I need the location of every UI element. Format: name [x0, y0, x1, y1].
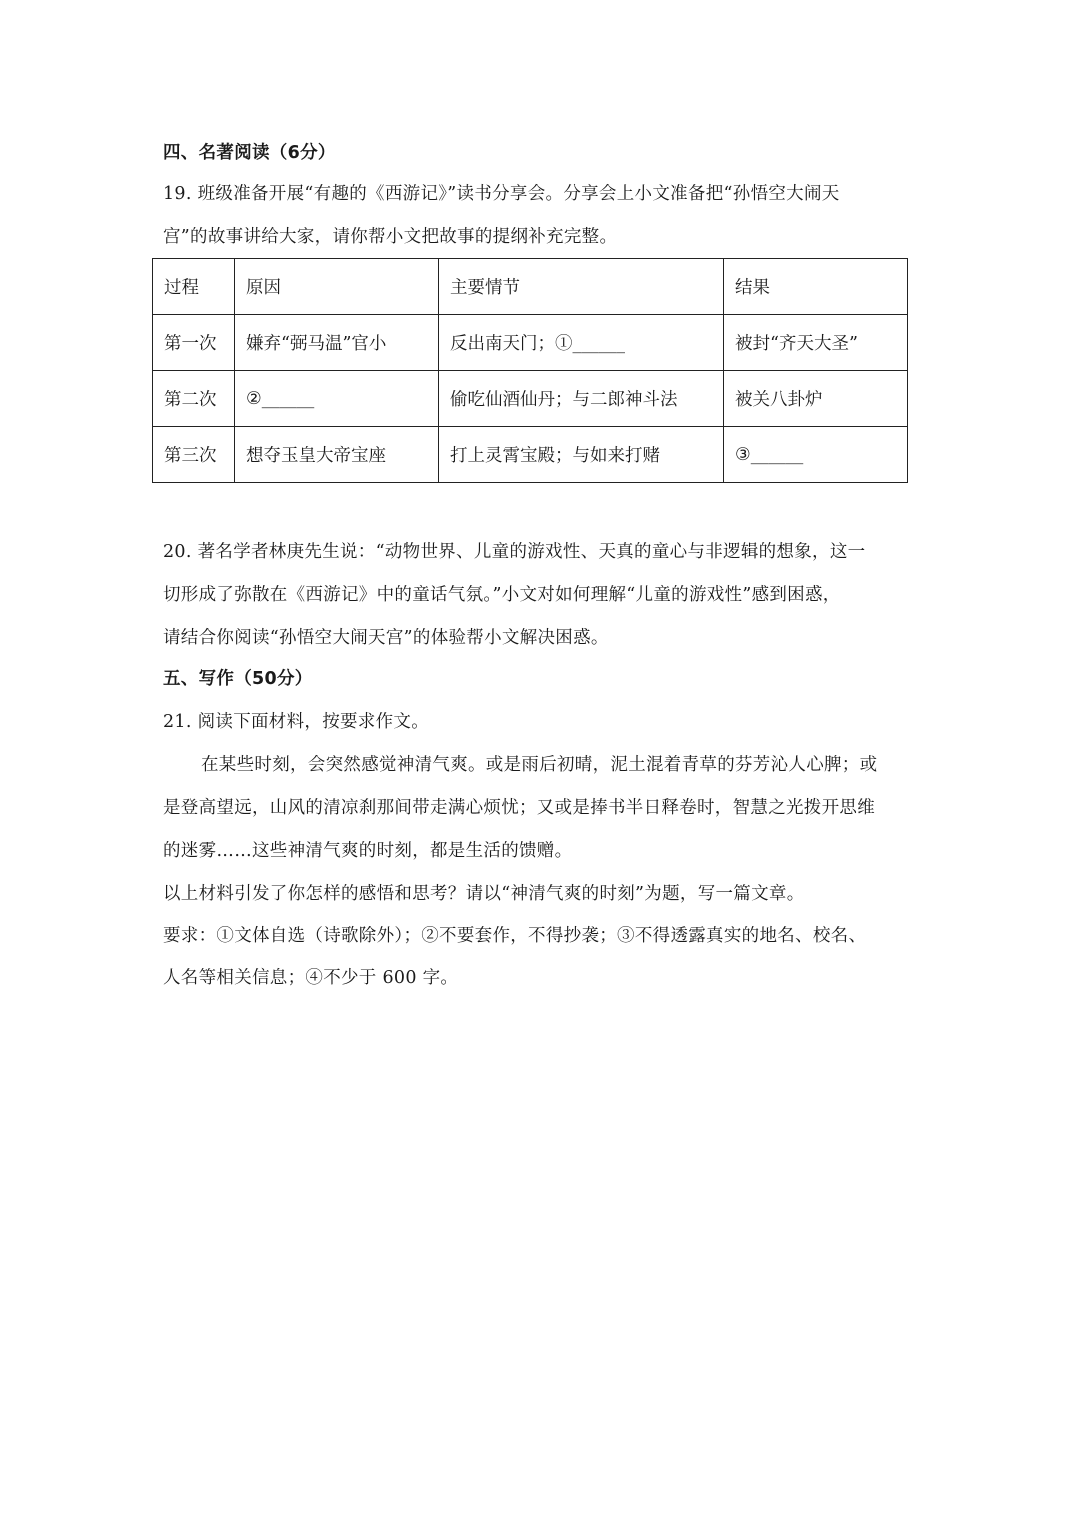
q20-text-line-1: 20. 著名学者林庚先生说：“动物世界、儿童的游戏性、天真的童心与非逻辑的想象，这一 — [163, 542, 866, 562]
table-cell: 第二次 — [153, 371, 235, 427]
section-four-heading: 四、名著阅读（6分） — [163, 143, 336, 163]
header-cell-process: 过程 — [153, 259, 235, 315]
q21-material-line-2: 是登高望远，山风的清凉刹那间带走满心烦忧；又或是捧书半日释卷时，智慧之光拨开思维 — [163, 798, 875, 818]
table-cell: 反出南天门；①______ — [439, 315, 724, 371]
table-cell: 被封“齐天大圣” — [724, 315, 908, 371]
table-cell: 被关八卦炉 — [724, 371, 908, 427]
q19-text-line-2: 宫”的故事讲给大家，请你帮小文把故事的提纲补充完整。 — [163, 227, 618, 247]
table-cell: 第三次 — [153, 427, 235, 483]
q19-text-line-1: 19. 班级准备开展“有趣的《西游记》”读书分享会。分享会上小文准备把“孙悟空大闹天 — [163, 184, 840, 204]
table-row — [153, 371, 908, 427]
table-cell: ③______ — [724, 427, 908, 483]
table-row — [153, 427, 908, 483]
table-cell: 想夺玉皇大帝宝座 — [235, 427, 439, 483]
header-cell-result: 结果 — [724, 259, 908, 315]
header-cell-cause: 原因 — [235, 259, 439, 315]
q21-requirements-line-1: 要求：①文体自选（诗歌除外）；②不要套作，不得抄袭；③不得透露真实的地名、校名、 — [163, 926, 867, 946]
q21-prompt: 以上材料引发了你怎样的感悟和思考？请以“神清气爽的时刻”为题，写一篇文章。 — [163, 884, 805, 904]
table-cell: 偷吃仙酒仙丹；与二郎神斗法 — [439, 371, 724, 427]
q21-intro: 21. 阅读下面材料，按要求作文。 — [163, 712, 429, 732]
table-cell: 第一次 — [153, 315, 235, 371]
q20-text-line-3: 请结合你阅读“孙悟空大闹天宫”的体验帮小文解决困惑。 — [163, 628, 609, 648]
q21-material-line-1: 在某些时刻，会突然感觉神清气爽。或是雨后初晴，泥土混着青草的芬芳沁人心脾；或 — [201, 755, 878, 775]
q21-material-line-3: 的迷雾……这些神清气爽的时刻，都是生活的馈赠。 — [163, 841, 573, 861]
q20-text-line-2: 切形成了弥散在《西游记》中的童话气氛。”小文对如何理解“儿童的游戏性”感到困惑， — [163, 585, 841, 605]
section-five-heading: 五、写作（50分） — [163, 669, 313, 689]
table-header-row — [153, 259, 908, 315]
story-outline-table — [152, 258, 908, 483]
table-row — [153, 315, 908, 371]
table-cell: 打上灵霄宝殿；与如来打赌 — [439, 427, 724, 483]
q21-requirements-line-2: 人名等相关信息；④不少于 600 字。 — [163, 968, 459, 988]
header-cell-plot: 主要情节 — [439, 259, 724, 315]
table-cell: 嫌弃“弼马温”官小 — [235, 315, 439, 371]
table-cell: ②______ — [235, 371, 439, 427]
